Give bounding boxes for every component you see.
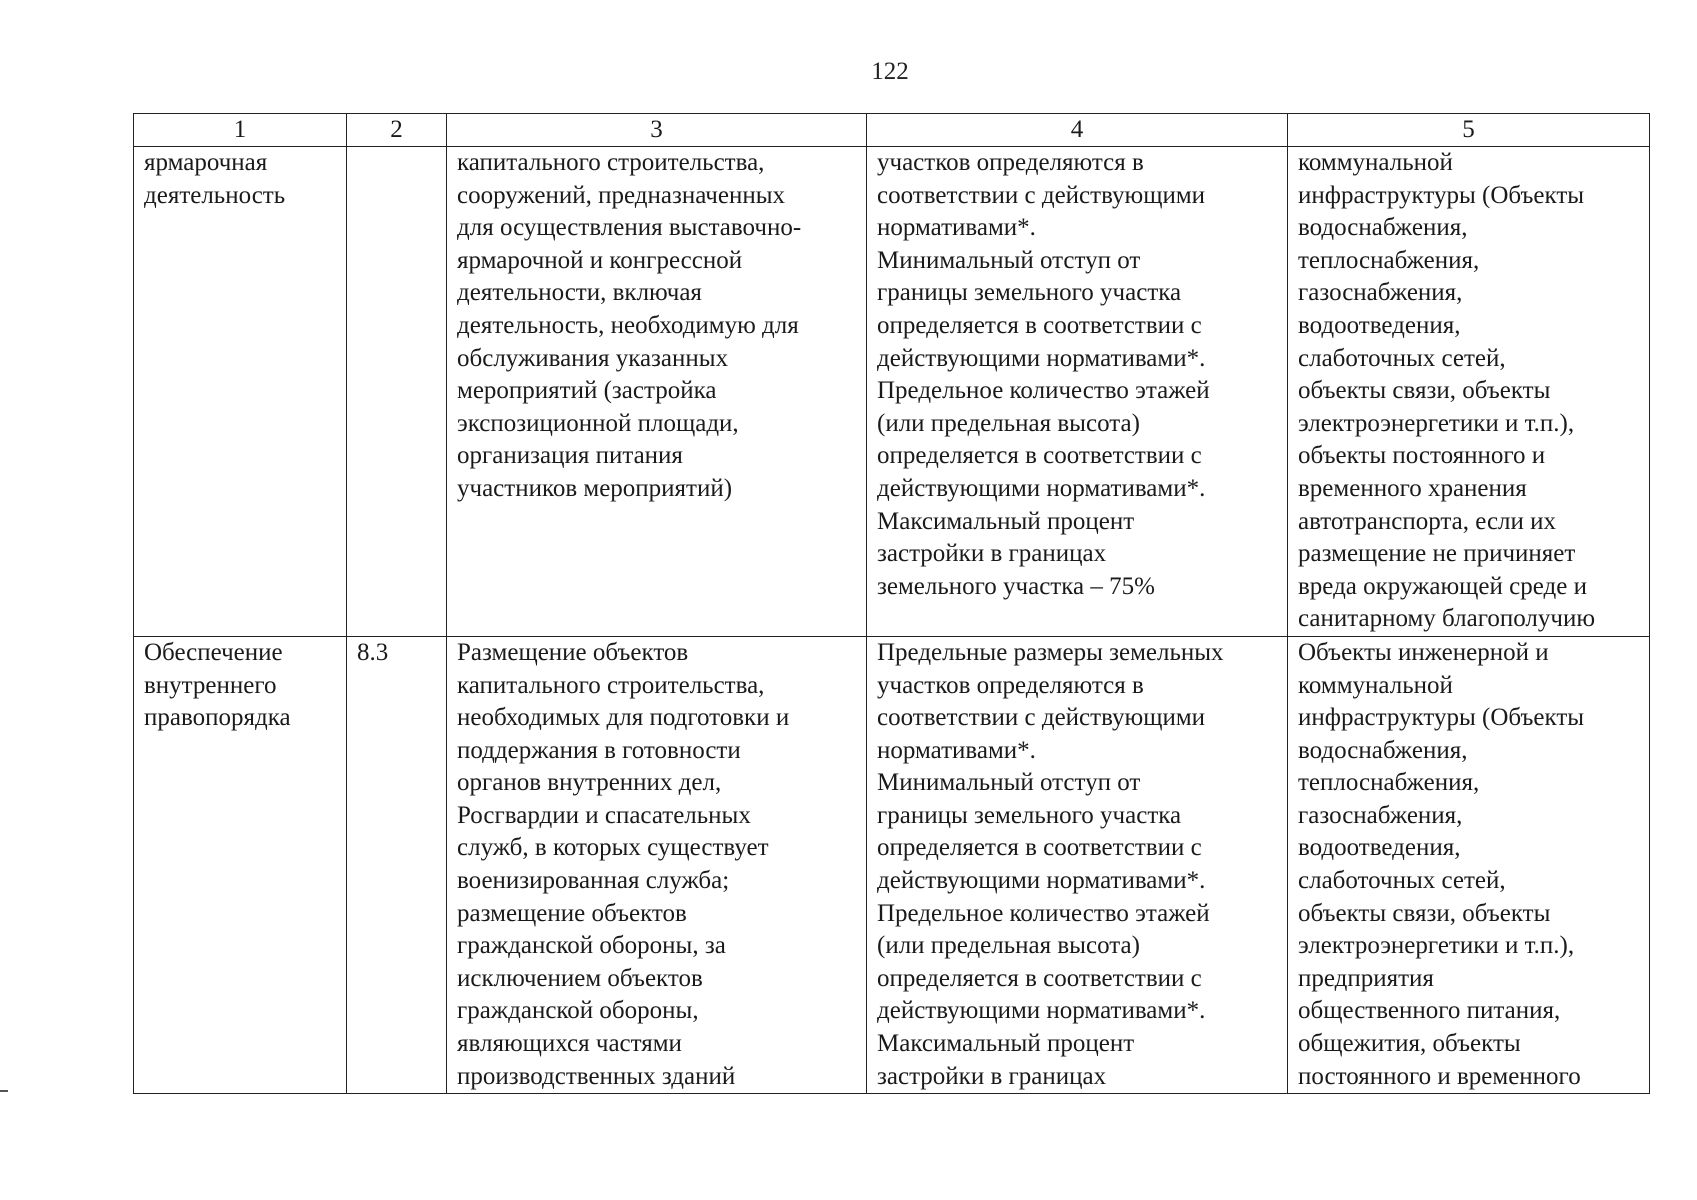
zoning-table: [133, 113, 1650, 1094]
column-header-5: 5: [1288, 114, 1650, 147]
table-row: [134, 636, 1650, 1093]
use-type-cell: Обеспечение внутреннего правопорядка: [134, 636, 347, 1093]
auxiliary-uses-cell: коммунальной инфраструктуры (Объекты водоснабжения, теплоснабжения, газоснабжения, водоотведения, слаботочных сетей, объекты связи, объекты электроэнергетики и т.п.), объекты постоянного и временного хранения автотранспорта, если их размещение не причиняет вреда окружающей среде и санитарному благополучию: [1288, 147, 1650, 637]
parameters-cell: Предельные размеры земельных участков определяются в соответствии с действующими нормативами*. Минимальный отступ от границы земельного участка определяется в соответствии с действующими нормативами*. Предельное количество этажей (или предельная высота) определяется в соответствии с действующими нормативами*. Максимальный процент застройки в границах: [867, 636, 1288, 1093]
table-header-row: [134, 114, 1650, 147]
page-number: 122: [871, 58, 909, 85]
column-header-2: 2: [347, 114, 447, 147]
auxiliary-uses-cell: Объекты инженерной и коммунальной инфраструктуры (Объекты водоснабжения, теплоснабжения, газоснабжения, водоотведения, слаботочных сетей, объекты связи, объекты электроэнергетики и т.п.), предприятия общественного питания, общежития, объекты постоянного и временного: [1288, 636, 1650, 1093]
use-code-cell: 8.3: [347, 636, 447, 1093]
margin-mark: [0, 1090, 8, 1092]
column-header-4: 4: [867, 114, 1288, 147]
column-header-1: 1: [134, 114, 347, 147]
use-code-cell: [347, 147, 447, 637]
use-description-cell: капитального строительства, сооружений, предназначенных для осуществления выставочно- ярмарочной и конгрессной деятельности, включая деятельность, необходимую для обслуживания указанных мероприятий (застройка экспозиционной площади, организация питания участников мероприятий): [447, 147, 867, 637]
column-header-3: 3: [447, 114, 867, 147]
parameters-cell: участков определяются в соответствии с действующими нормативами*. Минимальный отступ от границы земельного участка определяется в соответствии с действующими нормативами*. Предельное количество этажей (или предельная высота) определяется в соответствии с действующими нормативами*. Максимальный процент застройки в границах земельного участка – 75%: [867, 147, 1288, 637]
table-row: [134, 147, 1650, 637]
use-description-cell: Размещение объектов капитального строительства, необходимых для подготовки и поддержания в готовности органов внутренних дел, Росгвардии и спасательных служб, в которых существует военизированная служба; размещение объектов гражданской обороны, за исключением объектов гражданской обороны, являющихся частями производственных зданий: [447, 636, 867, 1093]
use-type-cell: ярмарочная деятельность: [134, 147, 347, 637]
